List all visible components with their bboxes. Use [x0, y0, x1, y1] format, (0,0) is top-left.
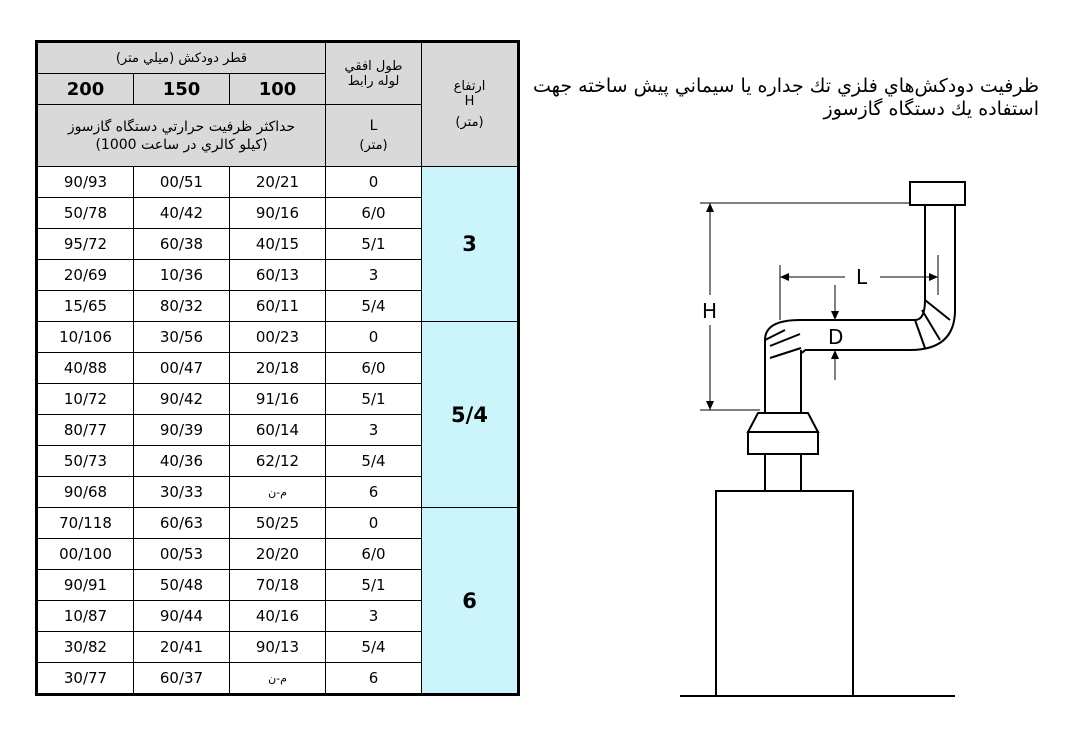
cell-L: 6: [326, 477, 422, 508]
cell-L: 5/1: [326, 384, 422, 415]
cell-L: 6/0: [326, 539, 422, 570]
cell-d100: 20/21: [230, 167, 326, 198]
cell-d150: 60/37: [134, 663, 230, 694]
upper-elbow-outer: [910, 310, 955, 350]
cell-d150: 10/36: [134, 260, 230, 291]
diameter-100: 100: [230, 74, 326, 105]
label-D: D: [828, 325, 844, 349]
cell-d150: 90/39: [134, 415, 230, 446]
cell-d100: 20/18: [230, 353, 326, 384]
cell-d100: 90/16: [230, 198, 326, 229]
diameter-150: 150: [134, 74, 230, 105]
length-unit: L (متر): [326, 105, 422, 167]
cell-d100: 00/23: [230, 322, 326, 353]
cell-d100: 60/11: [230, 291, 326, 322]
height-value: 5/4: [422, 322, 518, 508]
cell-d150: 50/48: [134, 570, 230, 601]
appliance-outlet: [765, 454, 801, 491]
caption: ظرفيت دودكش‌هاي فلزي تك جداره يا سيماني پيش ساخته جهت استفاده يك دستگاه گازسوز: [532, 75, 1039, 120]
cell-d200: 30/82: [38, 632, 134, 663]
cell-d200: 90/93: [38, 167, 134, 198]
cell-d200: 10/72: [38, 384, 134, 415]
cell-d200: 70/118: [38, 508, 134, 539]
diameter-title: قطر دودكش (ميلي متر): [38, 43, 326, 74]
cell-L: 3: [326, 601, 422, 632]
cell-d150: 00/51: [134, 167, 230, 198]
chimney-cap: [910, 182, 965, 205]
cell-d100: 90/13: [230, 632, 326, 663]
table-row: [38, 322, 518, 353]
cell-L: 5/4: [326, 446, 422, 477]
cell-d100: 40/16: [230, 601, 326, 632]
cell-d100: 60/14: [230, 415, 326, 446]
cell-d200: 30/77: [38, 663, 134, 694]
cell-d100: 62/12: [230, 446, 326, 477]
label-H: H: [702, 299, 718, 323]
height-value: 3: [422, 167, 518, 322]
chimney-diagram: [670, 170, 970, 710]
cell-d200: 90/91: [38, 570, 134, 601]
cell-d200: 90/68: [38, 477, 134, 508]
cell-d100: 91/16: [230, 384, 326, 415]
draft-hood-top: [748, 413, 818, 432]
capacity-table: [37, 42, 518, 694]
height-value: 6: [422, 508, 518, 694]
cell-d150: 60/63: [134, 508, 230, 539]
cell-d200: 80/77: [38, 415, 134, 446]
cell-d150: 90/42: [134, 384, 230, 415]
cell-d200: 15/65: [38, 291, 134, 322]
cell-L: 0: [326, 508, 422, 539]
cell-L: 5/1: [326, 229, 422, 260]
cell-L: 5/1: [326, 570, 422, 601]
cell-d100: م-ن: [230, 477, 326, 508]
gas-appliance: [716, 491, 853, 696]
draft-hood-base: [748, 432, 818, 454]
cell-d150: 40/42: [134, 198, 230, 229]
cell-d200: 20/69: [38, 260, 134, 291]
height-title: ارتفاع H (متر): [422, 43, 518, 167]
table-row: [38, 508, 518, 539]
upper-elbow-inner: [915, 300, 925, 320]
cell-d150: 90/44: [134, 601, 230, 632]
label-L: L: [856, 265, 868, 289]
cell-d150: 60/38: [134, 229, 230, 260]
cell-d100: 50/25: [230, 508, 326, 539]
cell-L: 5/4: [326, 632, 422, 663]
length-title: طول افقي لوله رابط: [326, 43, 422, 105]
cell-L: 0: [326, 322, 422, 353]
cell-d100: 70/18: [230, 570, 326, 601]
cell-L: 6/0: [326, 353, 422, 384]
cell-d200: 10/87: [38, 601, 134, 632]
cell-d150: 40/36: [134, 446, 230, 477]
cell-L: 0: [326, 167, 422, 198]
cell-d100: 40/15: [230, 229, 326, 260]
cell-d200: 95/72: [38, 229, 134, 260]
cell-d150: 30/33: [134, 477, 230, 508]
cell-d200: 50/73: [38, 446, 134, 477]
cell-d150: 00/47: [134, 353, 230, 384]
cell-d100: م-ن: [230, 663, 326, 694]
cell-d200: 00/100: [38, 539, 134, 570]
cell-d200: 50/78: [38, 198, 134, 229]
cell-L: 3: [326, 415, 422, 446]
cell-d100: 60/13: [230, 260, 326, 291]
cell-d100: 20/20: [230, 539, 326, 570]
cell-d150: 20/41: [134, 632, 230, 663]
table-row: [38, 167, 518, 198]
diameter-200: 200: [38, 74, 134, 105]
cell-L: 6/0: [326, 198, 422, 229]
cell-d150: 30/56: [134, 322, 230, 353]
cell-d200: 40/88: [38, 353, 134, 384]
cell-L: 6: [326, 663, 422, 694]
cell-L: 5/4: [326, 291, 422, 322]
cell-d150: 80/32: [134, 291, 230, 322]
cell-d200: 10/106: [38, 322, 134, 353]
cell-L: 3: [326, 260, 422, 291]
cell-d150: 00/53: [134, 539, 230, 570]
capacity-title: حداكثر ظرفيت حرارتي دستگاه گازسوز (1000 كيلو كالري در ساعت): [38, 105, 326, 167]
